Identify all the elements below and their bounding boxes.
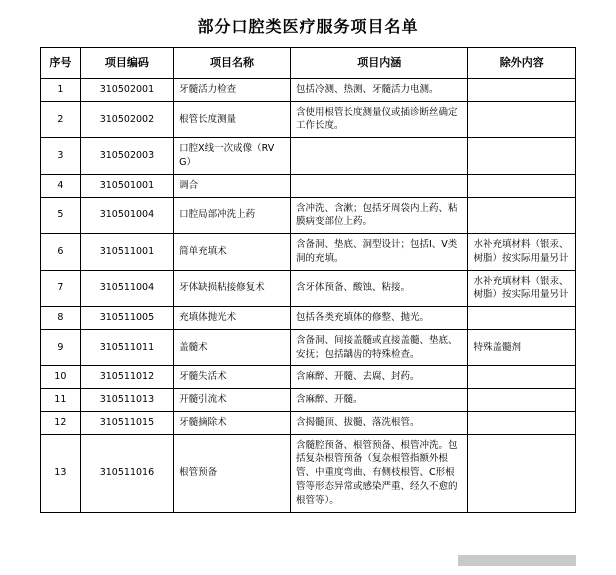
page-title: 部分口腔类医疗服务项目名单	[197, 17, 419, 36]
document-page	[0, 14, 616, 575]
cell-code: 310502002	[80, 101, 173, 138]
cell-name: 牙髓摘除术	[174, 411, 291, 434]
cell-code: 310511016	[80, 434, 173, 512]
table-row	[41, 270, 576, 307]
cell-exclude	[468, 307, 576, 330]
cell-name: 牙体缺损粘接修复术	[174, 270, 291, 307]
cell-code: 310511012	[80, 366, 173, 389]
cell-index: 2	[41, 101, 81, 138]
cell-content: 包括冷测、热测、牙髓活力电测。	[290, 78, 468, 101]
cell-name: 根管预备	[174, 434, 291, 512]
cell-name: 牙髓活力检查	[174, 78, 291, 101]
column-header-exclude: 除外内容	[468, 48, 576, 79]
cell-content: 含髓腔预备、根管预备、根管冲洗。包括复杂根管预备（复杂根管指额外根管、中重度弯曲、有侧枝根管、C形根管等形态异常或感染严重、经久不愈的根管等）。	[290, 434, 468, 512]
table-row	[41, 434, 576, 512]
cell-exclude: 特殊盖髓剂	[468, 329, 576, 366]
table-header-row	[41, 48, 576, 79]
cell-exclude	[468, 78, 576, 101]
cell-index: 9	[41, 329, 81, 366]
cell-code: 310502003	[80, 138, 173, 175]
cell-exclude	[468, 101, 576, 138]
table-row	[41, 411, 576, 434]
service-items-table	[40, 47, 576, 513]
cell-index: 10	[41, 366, 81, 389]
table-row	[41, 174, 576, 197]
cell-exclude	[468, 389, 576, 412]
table-row	[41, 138, 576, 175]
cell-exclude	[468, 434, 576, 512]
cell-exclude	[468, 411, 576, 434]
cell-name: 牙髓失活术	[174, 366, 291, 389]
cell-exclude	[468, 197, 576, 234]
cell-content	[290, 138, 468, 175]
table-row	[41, 389, 576, 412]
cell-index: 11	[41, 389, 81, 412]
cell-content: 含麻醉、开髓、去腐、封药。	[290, 366, 468, 389]
cell-name: 开髓引流术	[174, 389, 291, 412]
cell-name: 口腔X线一次成像（RVG）	[174, 138, 291, 175]
cell-index: 7	[41, 270, 81, 307]
cell-index: 13	[41, 434, 81, 512]
cell-content: 含揭髓顶、拔髓、落洗根管。	[290, 411, 468, 434]
table-row	[41, 329, 576, 366]
cell-code: 310511001	[80, 234, 173, 271]
cell-content: 包括各类充填体的修整、抛光。	[290, 307, 468, 330]
table-row	[41, 101, 576, 138]
cell-index: 5	[41, 197, 81, 234]
cell-name: 根管长度测量	[174, 101, 291, 138]
cell-code: 310511013	[80, 389, 173, 412]
cell-code: 310501001	[80, 174, 173, 197]
table-row	[41, 197, 576, 234]
cell-content	[290, 174, 468, 197]
cell-content: 含麻醉、开髓。	[290, 389, 468, 412]
table-row	[41, 234, 576, 271]
cell-content: 含牙体预备、酸蚀、粘接。	[290, 270, 468, 307]
cell-content: 含冲洗、含漱；包括牙周袋内上药、粘膜病变部位上药。	[290, 197, 468, 234]
cell-content: 含备洞、间接盖髓或直接盖髓、垫底、安抚；包括龋齿的特殊检查。	[290, 329, 468, 366]
cell-code: 310511015	[80, 411, 173, 434]
cell-name: 盖髓术	[174, 329, 291, 366]
table-body	[41, 78, 576, 512]
column-header-code: 项目编码	[80, 48, 173, 79]
cell-index: 4	[41, 174, 81, 197]
cell-code: 310502001	[80, 78, 173, 101]
cell-code: 310511011	[80, 329, 173, 366]
cell-code: 310511004	[80, 270, 173, 307]
column-header-name: 项目名称	[174, 48, 291, 79]
cell-index: 12	[41, 411, 81, 434]
table-row	[41, 307, 576, 330]
cell-code: 310511005	[80, 307, 173, 330]
cell-index: 8	[41, 307, 81, 330]
cell-name: 充填体抛光术	[174, 307, 291, 330]
cell-content: 含备洞、垫底、洞型设计；包括I、V类洞的充填。	[290, 234, 468, 271]
cell-exclude: 水补充填材料（银汞、树脂）按实际用量另计	[468, 234, 576, 271]
cell-exclude: 水补充填材料（银汞、树脂）按实际用量另计	[468, 270, 576, 307]
column-header-content: 项目内涵	[290, 48, 468, 79]
cell-exclude	[468, 138, 576, 175]
cell-index: 3	[41, 138, 81, 175]
cell-content: 含使用根管长度测量仪或插诊断丝确定工作长度。	[290, 101, 468, 138]
table-row	[41, 78, 576, 101]
cell-name: 口腔局部冲洗上药	[174, 197, 291, 234]
cell-name: 简单充填术	[174, 234, 291, 271]
cell-index: 1	[41, 78, 81, 101]
cell-name: 调合	[174, 174, 291, 197]
cell-index: 6	[41, 234, 81, 271]
cell-code: 310501004	[80, 197, 173, 234]
cell-exclude	[468, 366, 576, 389]
table-row	[41, 366, 576, 389]
column-header-index: 序号	[41, 48, 81, 79]
cell-exclude	[468, 174, 576, 197]
